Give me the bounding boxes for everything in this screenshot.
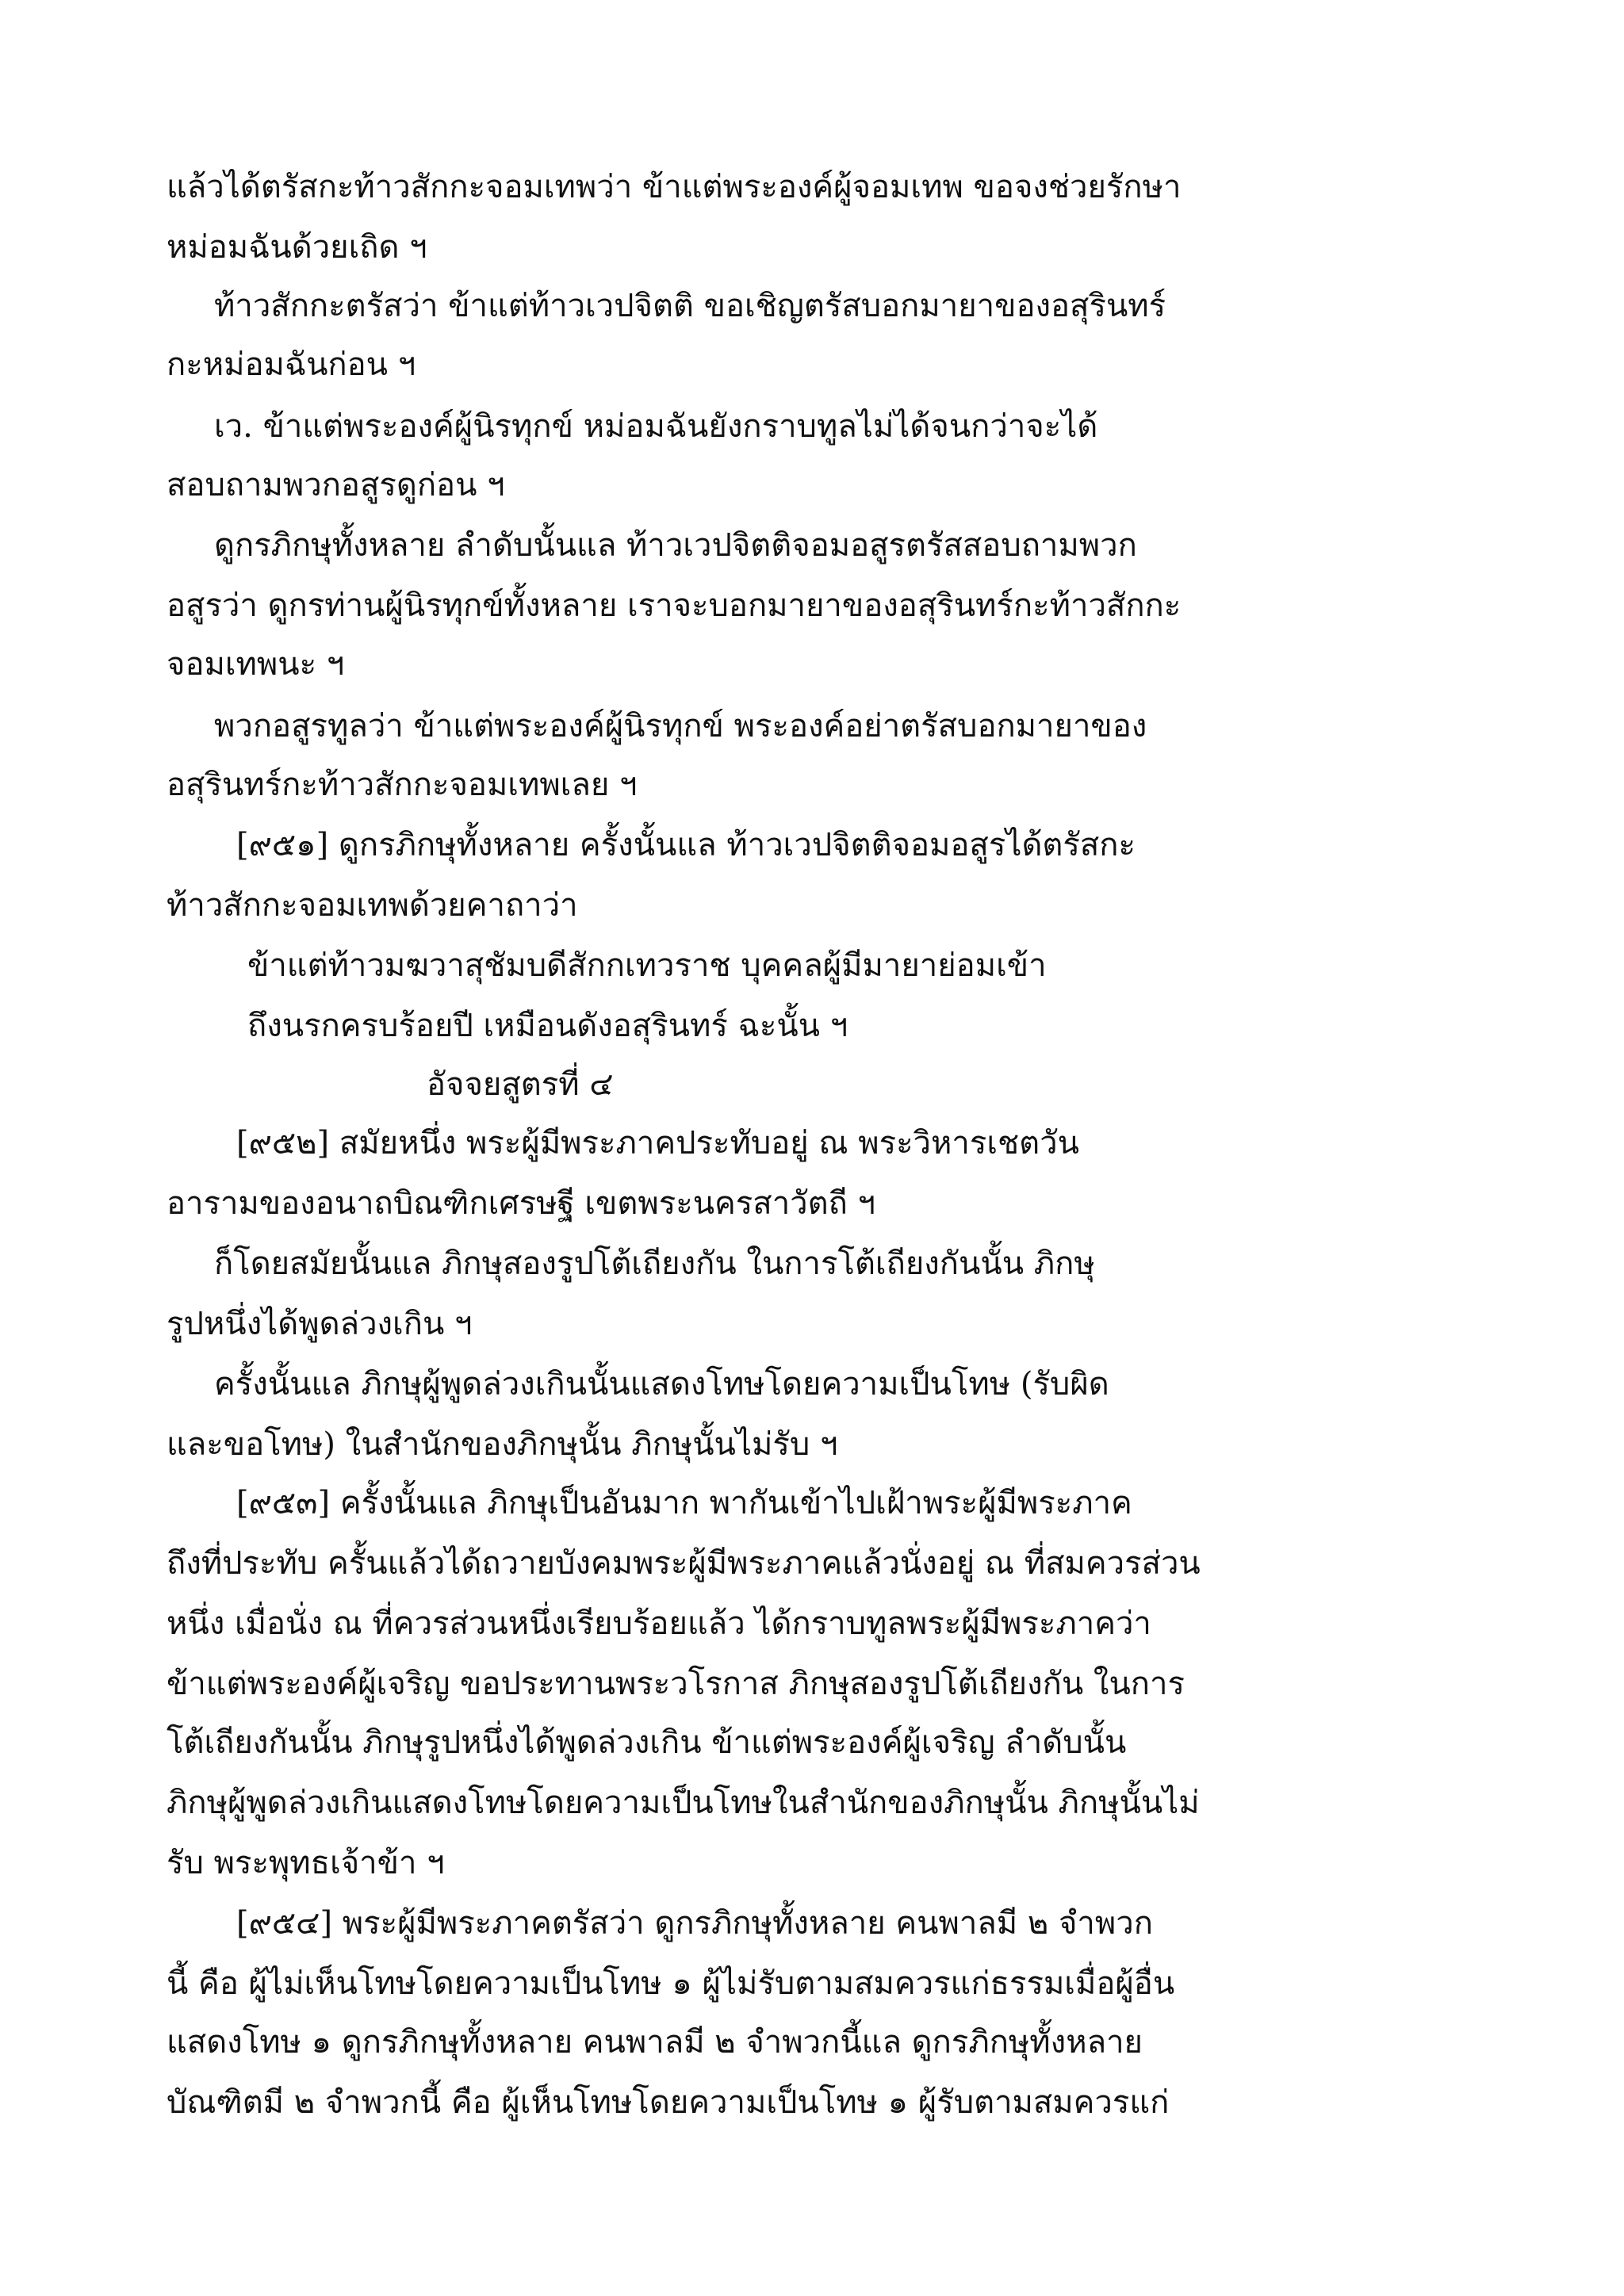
text-line: ถึงที่ประทับ ครั้นแล้วได้ถวายบังคมพระผู้มีพระภาคแล้วนั่งอยู่ ณ ที่สมควรส่วน <box>167 1545 1201 1582</box>
text-line: รูปหนึ่งได้พูดล่วงเกิน ฯ <box>167 1306 473 1342</box>
text-line: ครั้งนั้นแล ภิกษุผู้พูดล่วงเกินนั้นแสดงโทษโดยความเป็นโทษ (รับผิด <box>214 1366 1109 1402</box>
text-line: หม่อมฉันด้วยเถิด ฯ <box>167 229 427 266</box>
section-heading: อัจจยสูตรที่ ๔ <box>427 1066 614 1103</box>
text-line: หนึ่ง เมื่อนั่ง ณ ที่ควรส่วนหนึ่งเรียบร้อยแล้ว ได้กราบทูลพระผู้มีพระภาคว่า <box>167 1605 1151 1642</box>
text-line: [๙๕๓] ครั้งนั้นแล ภิกษุเป็นอันมาก พากันเข้าไปเฝ้าพระผู้มีพระภาค <box>236 1485 1132 1521</box>
text-line: อสูรว่า ดูกรท่านผู้นิรทุกข์ทั้งหลาย เราจะบอกมายาของอสุรินทร์กะท้าวสักกะ <box>167 587 1182 624</box>
verse-line: ข้าแต่ท้าวมฆวาสุชัมบดีสักกเทวราช บุคคลผู้มีมายาย่อมเข้า <box>247 947 1047 984</box>
text-line: จอมเทพนะ ฯ <box>167 646 345 683</box>
text-line: ข้าแต่พระองค์ผู้เจริญ ขอประทานพระวโรกาส ภิกษุสองรูปโต้เถียงกัน ในการ <box>167 1666 1185 1702</box>
text-line: ดูกรภิกษุทั้งหลาย ลำดับนั้นแล ท้าวเวปจิตติจอมอสูรตรัสสอบถามพวก <box>214 527 1137 564</box>
text-line: รับ พระพุทธเจ้าข้า ฯ <box>167 1845 445 1881</box>
text-line: ท้าวสักกะตรัสว่า ข้าแต่ท้าวเวปจิตติ ขอเชิญตรัสบอกมายาของอสุรินทร์ <box>214 288 1166 324</box>
text-line: ท้าวสักกะจอมเทพด้วยคาถาว่า <box>167 887 578 924</box>
text-line: สอบถามพวกอสูรดูก่อน ฯ <box>167 467 505 503</box>
text-line: บัณฑิตมี ๒ จำพวกนี้ คือ ผู้เห็นโทษโดยความเป็นโทษ ๑ ผู้รับตามสมควรแก่ <box>167 2084 1170 2121</box>
text-line: อารามของอนาถบิณฑิกเศรษฐี เขตพระนครสาวัตถี ฯ <box>167 1185 875 1222</box>
text-line: เว. ข้าแต่พระองค์ผู้นิรทุกข์ หม่อมฉันยังกราบทูลไม่ได้จนกว่าจะได้ <box>214 408 1098 445</box>
text-line: [๙๕๑] ดูกรภิกษุทั้งหลาย ครั้งนั้นแล ท้าวเวปจิตติจอมอสูรได้ตรัสกะ <box>236 827 1136 863</box>
text-line: และขอโทษ) ในสำนักของภิกษุนั้น ภิกษุนั้นไม่รับ ฯ <box>167 1426 838 1463</box>
text-line: พวกอสูรทูลว่า ข้าแต่พระองค์ผู้นิรทุกข์ พระองค์อย่าตรัสบอกมายาของ <box>214 708 1147 744</box>
verse-line: ถึงนรกครบร้อยปี เหมือนดังอสุรินทร์ ฉะนั้น ฯ <box>247 1008 848 1044</box>
text-line: แล้วได้ตรัสกะท้าวสักกะจอมเทพว่า ข้าแต่พระองค์ผู้จอมเทพ ขอจงช่วยรักษา <box>167 169 1182 205</box>
text-line: โต้เถียงกันนั้น ภิกษุรูปหนึ่งได้พูดล่วงเกิน ข้าแต่พระองค์ผู้เจริญ ลำดับนั้น <box>167 1724 1127 1761</box>
text-line: แสดงโทษ ๑ ดูกรภิกษุทั้งหลาย คนพาลมี ๒ จำพวกนี้แล ดูกรภิกษุทั้งหลาย <box>167 2024 1143 2061</box>
text-line: [๙๕๒] สมัยหนึ่ง พระผู้มีพระภาคประทับอยู่ ณ พระวิหารเชตวัน <box>236 1125 1079 1161</box>
text-line: [๙๕๔] พระผู้มีพระภาคตรัสว่า ดูกรภิกษุทั้งหลาย คนพาลมี ๒ จำพวก <box>236 1905 1153 1942</box>
text-line: นี้ คือ ผู้ไม่เห็นโทษโดยความเป็นโทษ ๑ ผู้ไม่รับตามสมควรแก่ธรรมเมื่อผู้อื่น <box>167 1965 1175 2002</box>
text-line: กะหม่อมฉันก่อน ฯ <box>167 346 416 383</box>
text-line: ภิกษุผู้พูดล่วงเกินแสดงโทษโดยความเป็นโทษในสำนักของภิกษุนั้น ภิกษุนั้นไม่ <box>167 1785 1200 1821</box>
text-line: อสุรินทร์กะท้าวสักกะจอมเทพเลย ฯ <box>167 767 638 803</box>
text-line: ก็โดยสมัยนั้นแล ภิกษุสองรูปโต้เถียงกัน ในการโต้เถียงกันนั้น ภิกษุ <box>214 1246 1095 1282</box>
